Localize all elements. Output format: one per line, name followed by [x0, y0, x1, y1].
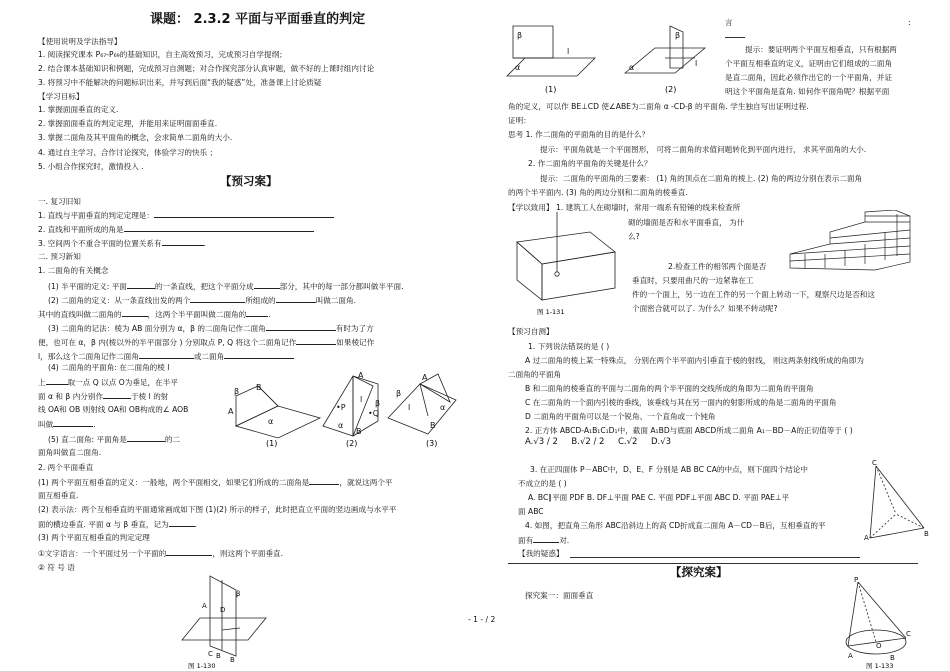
svg-text:B: B [430, 421, 436, 430]
review-item-3: 3. 空间两个不重合平面的位置关系有 . [38, 239, 206, 248]
svg-text:B: B [924, 530, 929, 538]
brick-wall-figure [785, 210, 915, 272]
svg-text:β: β [675, 31, 681, 40]
apply-2: 2.检查工件的相邻两个面是否 [668, 262, 767, 271]
goal-4: 4. 通过自主学习、合作讨论探究，体验学习的快乐 ； [38, 148, 218, 157]
fragment-right: : [908, 18, 911, 27]
fig-top-label-2: (2) [665, 85, 677, 94]
fig-label-3: (3) [426, 439, 438, 448]
svg-text:l: l [695, 59, 698, 68]
think-2: 2. 作二面角的平面角的关键是什么？ [528, 159, 652, 168]
svg-text:C: C [208, 650, 213, 658]
q3: 3. 在正四面体 P－ABC中，D、E、F 分别是 AB BC CA的中点，则下面四个结论中 [530, 465, 809, 474]
hint-line-4: 明这个平面角是直角. 如何作平面角呢？根据平面 [725, 87, 890, 96]
svg-text:l: l [567, 47, 570, 56]
q1-option-c: C 在二面角的一个面内引棱的垂线，该垂线与其在另一面内的射影所成的角是二面角的平面角 [525, 398, 837, 407]
concept-plane-angle-4: 线 OA和 OB 则射线 OA和 OB构成的∠ AOB [38, 405, 189, 414]
svg-text:P: P [854, 576, 859, 584]
svg-text:A: A [202, 602, 207, 610]
concept-plane-angle-1: (4) 二面角的平面角: 在二面角的棱 l [48, 363, 170, 372]
concept-right-dihedral-2: 面角叫做直二面角. [38, 448, 102, 457]
svg-text:A: A [864, 534, 869, 542]
svg-text:α: α [629, 63, 635, 72]
svg-text:A: A [228, 407, 234, 416]
fig-130-label: 图 1-130 [188, 662, 216, 670]
svg-text:β: β [396, 389, 402, 398]
svg-text:A: A [358, 371, 364, 380]
figure-1-131 [515, 212, 625, 320]
q1: 1. 下列说法错误的是 ( ) [528, 342, 610, 351]
perp-theorem: (3) 两个平面互相垂直的判定定理 [38, 533, 150, 542]
fig-label-2: (2) [346, 439, 358, 448]
think-1: 思考 1. 作二面角的平面角的目的是什么？ [508, 130, 650, 139]
q3b: 不成立的是 ( ) [518, 479, 567, 488]
q4b: 面有 对. [518, 536, 570, 545]
proof-label: 证明： [508, 116, 531, 125]
svg-text:D: D [220, 606, 226, 614]
perp-def-2: 面互相垂直. [38, 491, 79, 500]
svg-text:β: β [375, 399, 381, 408]
tip-1: 提示：平面角就是一个平面图形， 可将二面角的求值问题转化到平面内进行， 求其平面角的大小. [540, 145, 867, 154]
svg-text:α: α [338, 421, 344, 430]
goal-3: 3. 掌握二面角及其平面角的概念，会求简单二面角的大小. [38, 133, 233, 142]
hint-line-2: 个平面互相垂直的定义，证明由它们组成的二面角 [725, 59, 893, 68]
fig-133-label: 图 1-133 [866, 662, 894, 670]
concept-half-plane: (1) 半平面的定义: 平面 的一条直线，把这个平面分成 部分，其中的每一部分都叫做半平面. [48, 282, 404, 291]
explore-1: 探究案一：面面垂直 [525, 591, 594, 600]
concept-notation-3: l，那么这个二面角记作二面角 或二面角 [38, 351, 294, 361]
svg-text:l: l [360, 395, 363, 404]
review-item-2: 2. 直线和平面所成的角是 [38, 224, 314, 234]
q1-option-a2: 二面角的平面角 [508, 370, 562, 379]
svg-text:C: C [872, 459, 877, 467]
tip-2b: 的两个半平面内. (3) 角的两边分别和二面角的棱垂直. [508, 188, 688, 197]
svg-text:•Q: •Q [368, 409, 380, 418]
goal-1: 1. 掌握面面垂直的定义. [38, 105, 119, 114]
fig-131-label: 图 1-131 [537, 308, 565, 316]
usage-item-2: 2. 结合课本基础知识和例题，完成预习自测题；对合作探究部分认真审题，做不好的上课时组内讨论 [38, 64, 375, 73]
perp-theorem-symbol: ② 符 号 语 [38, 563, 75, 572]
selftest-heading: 【预习自测】 [508, 327, 554, 336]
apply-2b: 垂直时，只要用曲尺的一边紧靠在工 [632, 276, 754, 285]
apply-1c: 么? [628, 232, 640, 241]
review-heading: 一. 复习旧知 [38, 197, 81, 206]
q2-options: A.√3 / 2 B.√2 / 2 C.√2 D.√3 [525, 437, 672, 447]
concept-plane-angle-2: 上 取一点 Q 以点 O为垂足，在半平 [38, 378, 178, 387]
svg-text:B: B [356, 427, 362, 436]
concept-plane-angle-3: 面 α 和 β 内分别作 于棱 l 的射 [38, 392, 169, 401]
q1-option-a: A 过二面角的棱上某一特殊点， 分别在两个半平面内引垂直于棱的射线， 则这两条射线所成的角即为 [525, 356, 864, 365]
svg-text:•P: •P [336, 403, 346, 412]
figure-1-130 [180, 568, 270, 671]
svg-text:α: α [268, 417, 274, 426]
fig-top-label-1: (1) [545, 85, 557, 94]
review-item-1: 1. 直线与平面垂直的判定定理是： [38, 210, 334, 220]
perp-notation: (2) 表示法：两个互相垂直的平面通常画成如下图 (1)(2) 所示的样子，此时把直立平面的竖边画成与水平平 [38, 505, 397, 514]
perp-notation-2: 面的横边垂直. 平面 α 与 β 垂直，记为 . [38, 520, 198, 529]
svg-text:β: β [236, 590, 241, 598]
concept-edge-face: 其中的直线叫做二面角的 ，这两个半平面叫做二面角的 . [38, 310, 271, 319]
concept-notation: (3) 二面角的记法：棱为 AB 面分别为 α，β 的二面角记作二面角 有时为了方 [48, 324, 374, 333]
svg-text:α: α [440, 403, 446, 412]
perp-theorem-text: ①文字语言：一个平面过另一个平面的 ，则这两个平面垂直. [38, 549, 284, 558]
figure-1-133 [840, 576, 920, 671]
concept-dihedral: (2) 二面角的定义：从一条直线出发的两个 所组成的 叫做二面角. [48, 296, 357, 305]
concept-right-dihedral: (5) 直二面角: 平面角是 的二 [48, 435, 181, 444]
hint-line-5: 角的定义，可以作 BE⊥CD 使∠ABE为二面角 α -CD-β 的平面角. 学生独自写出证明过程. [508, 102, 809, 111]
q2: 2. 正方体 ABCD-A₁B₁C₁D₁中，截面 A₁BD与底面 ABCD所成二面角 A₁－BD－A的正切值等于 ( ) [525, 426, 853, 435]
usage-heading: 【使用说明及学法指导】 [38, 37, 122, 46]
page-title: 课题： 2.3.2 平面与平面垂直的判定 [150, 12, 366, 27]
q4: 4. 如图，把直角三角形 ABC沿斜边上的高 CD折成直二面角 A－CD－B后，互相垂直的平 [525, 521, 826, 530]
perp-heading: 2. 两个平面垂直 [38, 463, 94, 472]
page-number: - 1 - / 2 [468, 615, 496, 624]
perpendicular-planes-figures [505, 18, 715, 98]
dihedral-figures [228, 366, 460, 448]
apply-1b: 砌的墙面是否和水平面垂直， 为什 [628, 218, 745, 227]
svg-text:β: β [234, 387, 240, 396]
svg-text:B: B [890, 654, 895, 662]
q3-options: A. BC∥平面 PDF B. DF⊥平面 PAE C. 平面 PDF⊥平面 ABC D. 平面 PAE⊥平 [528, 493, 790, 502]
fragment-left: 言 [725, 18, 733, 27]
explore-section-title: 【探究案】 [670, 565, 728, 579]
apply-2d: 个面密合就可以了. 为什么？如果不转动呢? [632, 304, 778, 313]
hint-line-1: 提示：要证明两个平面互相垂直，只有根据两 [745, 45, 897, 54]
svg-text:B: B [230, 656, 235, 664]
svg-text:C: C [906, 630, 911, 638]
concept-plane-angle-5: 叫做 . [38, 420, 96, 429]
tip-2: 提示：二面角的平面角的三要素： (1) 角的顶点在二面角的棱上. (2) 角的两边分别在表示二面角 [540, 174, 863, 183]
goal-2: 2. 掌握面面垂直的判定定理，并能用来证明面面垂直. [38, 119, 218, 128]
usage-item-1: 1. 阅读探究课本 P₆₇-P₆₉的基础知识，自主高效预习，完成预习自学提纲； [38, 50, 287, 59]
svg-text:A: A [848, 652, 853, 660]
svg-text:A: A [422, 373, 428, 382]
concept-notation-2: 便，也可在 α，β 内(棱以外的半平面部分 ) 分别取点 P, Q 将这个二面角记作 如果棱记作 [38, 338, 375, 347]
fig-label-1: (1) [266, 439, 278, 448]
tetrahedron-figure [862, 458, 932, 542]
svg-text:B: B [216, 652, 221, 660]
preview-section-title: 【预习案】 [220, 174, 278, 188]
apply-heading: 【学以致用】 1. 建筑工人在砌墙时，常用一端系有铅锤的线来检查所 [508, 203, 741, 212]
concept-heading: 1. 二面角的有关概念 [38, 266, 109, 275]
apply-2c: 件的一个面上，另一边在工件的另一个面上转动一下，观察尺边是否和这 [632, 290, 875, 299]
q1-option-d: D 二面角的平面角可以是一个锐角、一个直角或一个钝角 [525, 412, 716, 421]
svg-text:β: β [517, 31, 523, 40]
q3-options-2: 面 ABC [518, 507, 544, 516]
new-knowledge-heading: 二. 预习新知 [38, 252, 81, 261]
svg-text:l: l [408, 403, 411, 412]
q1-option-b: B 和二面角的棱垂直的平面与二面角的两个半平面的交线所成的角即为二面角的平面角 [525, 384, 814, 393]
doubt-label: 【我的疑惑】 [518, 549, 564, 558]
goal-5: 5. 小组合作探究时，激情投入 . [38, 162, 144, 171]
usage-item-3: 3. 将预习中不能解决的问题标识出来，并写到后面“我的疑惑”处，准备课上讨论质疑 [38, 78, 322, 87]
goals-heading: 【学习目标】 [38, 92, 84, 101]
perp-def: (1) 两个平面互相垂直的定义：一般地，两个平面相交，如果它们所成的二面角是 ，就说这两个平 [38, 478, 393, 487]
svg-text:O: O [876, 642, 882, 650]
svg-text:B: B [256, 383, 262, 392]
svg-text:α: α [515, 63, 521, 72]
hint-line-3: 是直二面角，因此必须作出它的一个平面角，并证 [725, 73, 893, 82]
